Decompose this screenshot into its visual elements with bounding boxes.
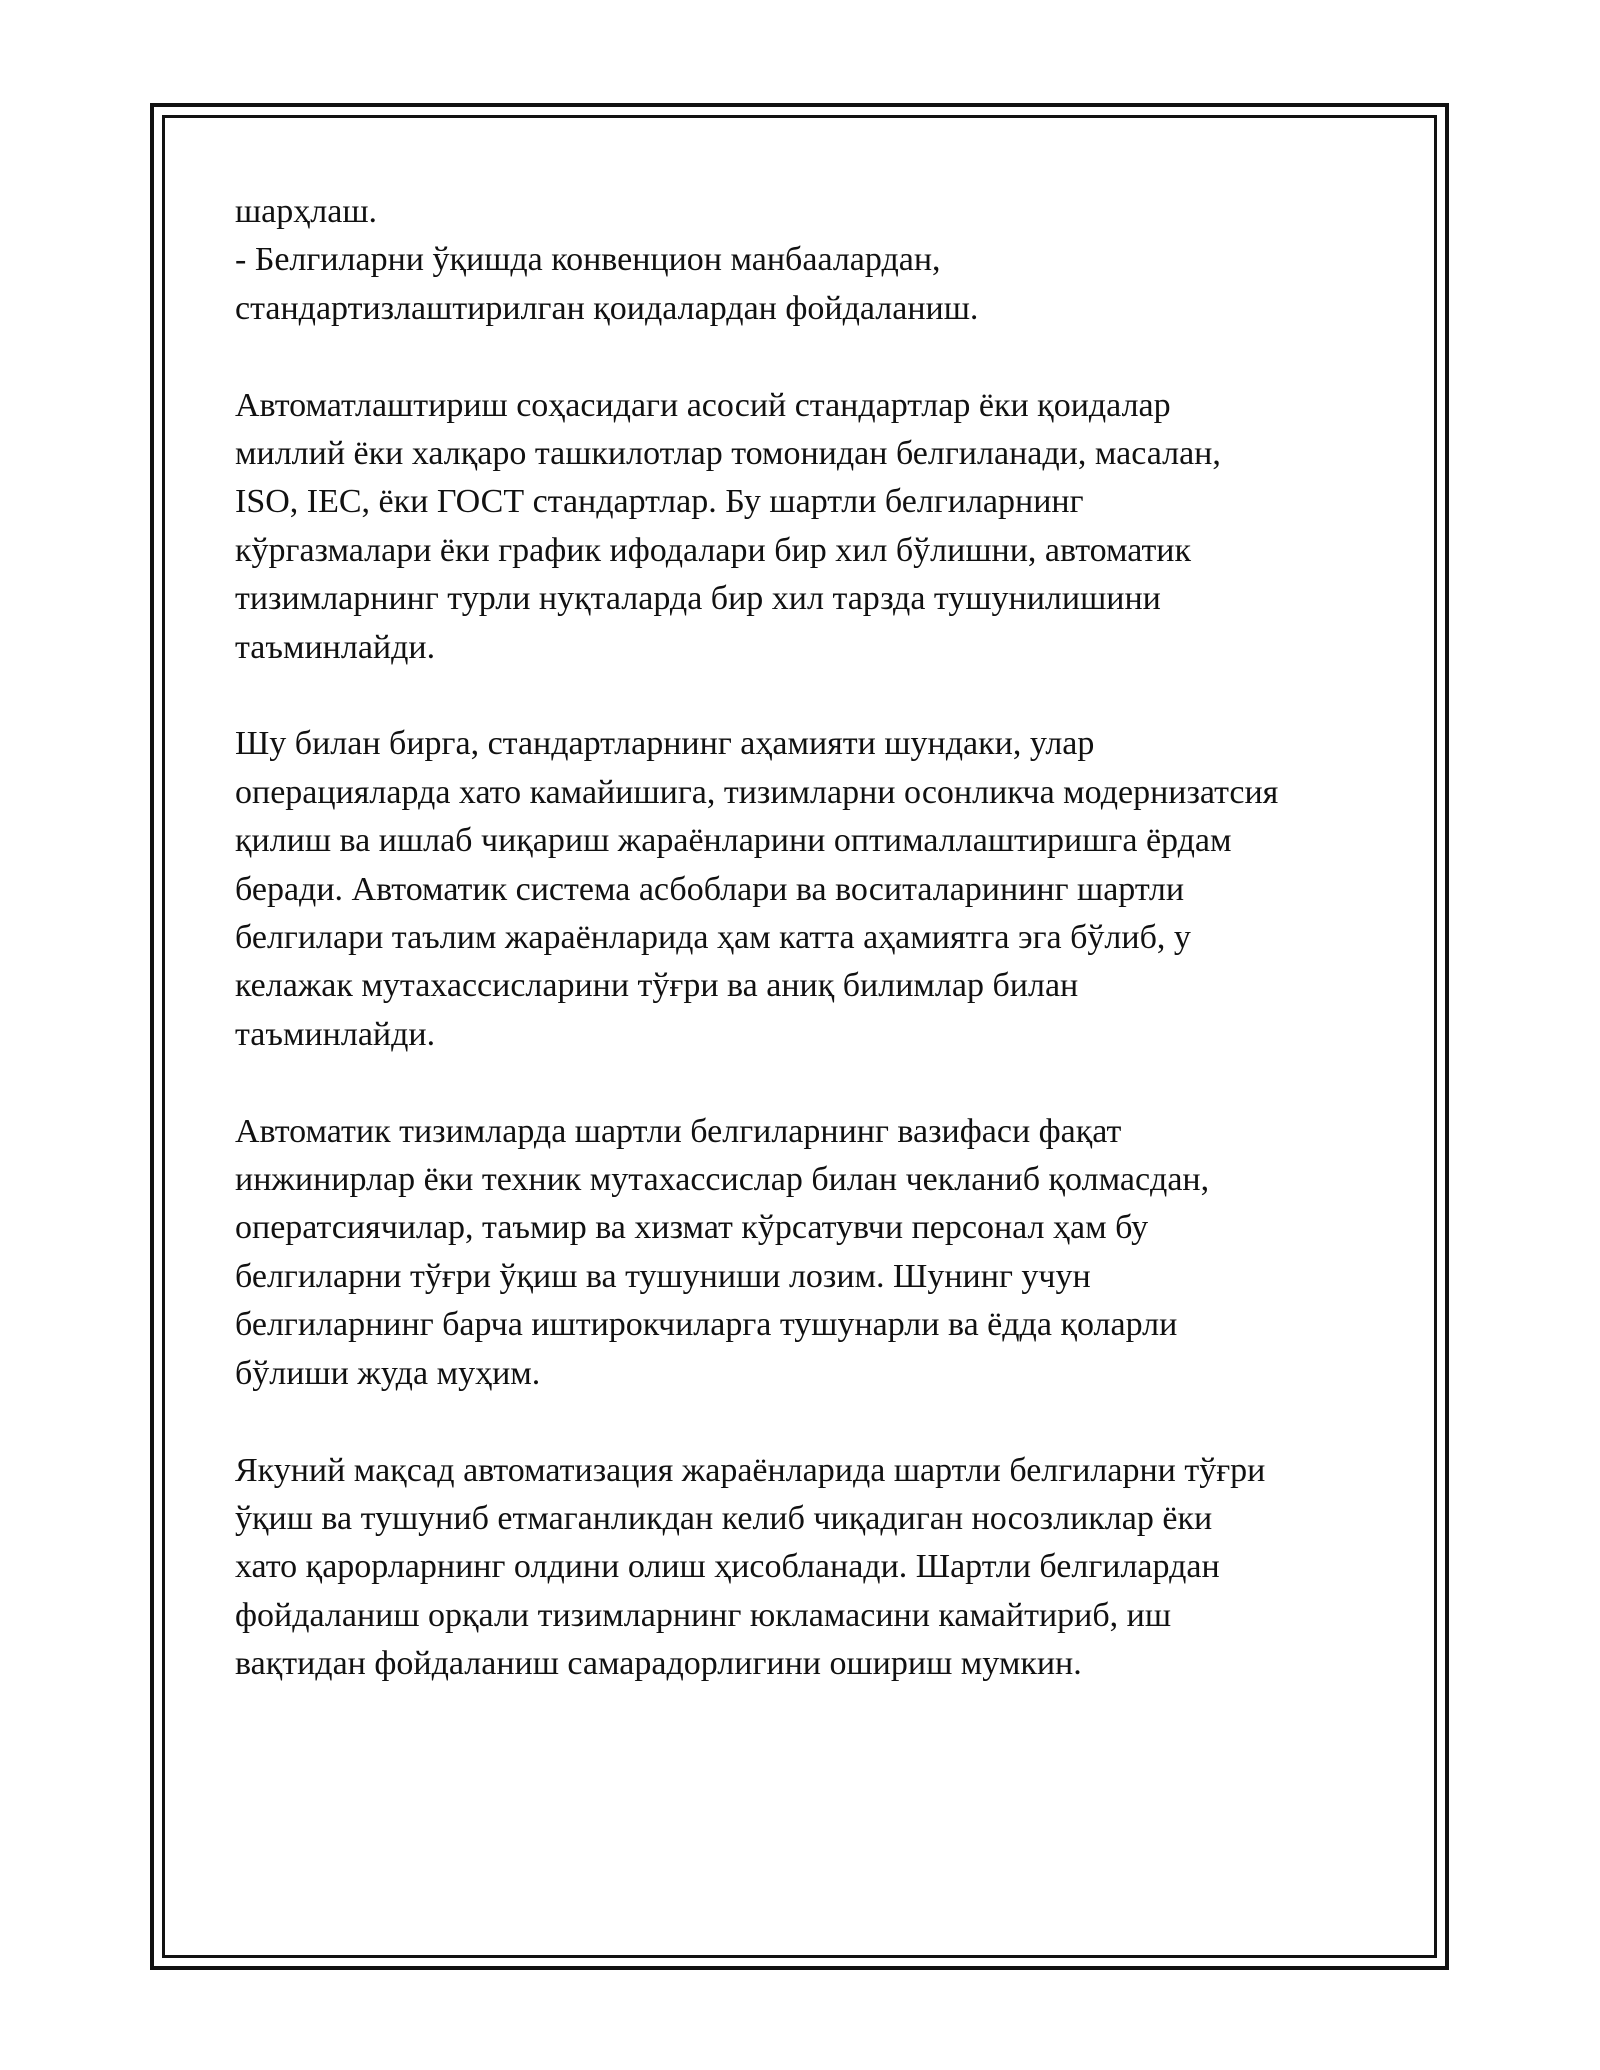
text-line: ўқиш ва тушуниб етмаганликдан келиб чиқадиган носозликлар ёки xyxy=(235,1499,1213,1537)
text-line: Автоматик тизимларда шартли белгиларнинг вазифаси фақат xyxy=(235,1112,1122,1150)
document-body xyxy=(235,188,1375,1689)
paragraph-standards xyxy=(235,382,1375,672)
paragraph-personnel xyxy=(235,1108,1375,1398)
text-line: келажак мутахассисларини тўғри ва аниқ билимлар билан xyxy=(235,967,1079,1005)
text-line: Якуний мақсад автоматизация жараёнларида шартли белгиларни тўғри xyxy=(235,1451,1266,1489)
text-line: белгиларни тўғри ўқиш ва тушуниши лозим. Шунинг учун xyxy=(235,1257,1091,1295)
paragraph-importance xyxy=(235,720,1375,1059)
text-line: вақтидан фойдаланиш самарадорлигини ошириш мумкин. xyxy=(235,1645,1082,1683)
text-line: шарҳлаш. xyxy=(235,193,378,230)
text-line: фойдаланиш орқали тизимларнинг юкламасини камайтириб, иш xyxy=(235,1596,1172,1634)
text-line: таъминлайди. xyxy=(235,628,436,666)
text-line: миллий ёки халқаро ташкилотлар томонидан белгиланади, масалан, xyxy=(235,435,1221,473)
text-line: Автоматлаштириш соҳасидаги асосий стандартлар ёки қоидалар xyxy=(235,386,1171,424)
paragraph-intro xyxy=(235,188,1375,333)
paragraph-conclusion xyxy=(235,1447,1375,1689)
text-line: инжинирлар ёки техник мутахассислар билан чекланиб қолмасдан, xyxy=(235,1161,1210,1199)
text-line: - Белгиларни ўқишда конвенцион манбаалардан, xyxy=(235,241,941,279)
text-line: ISO, IEC, ёки ГОСТ стандартлар. Бу шартли белгиларнинг xyxy=(235,483,1084,521)
text-line: таъминлайди. xyxy=(235,1015,436,1053)
text-line: қилиш ва ишлаб чиқариш жараёнларини оптималлаштиришга ёрдам xyxy=(235,822,1232,860)
text-line: бўлиши жуда муҳим. xyxy=(235,1354,541,1392)
text-line: кўргазмалари ёки график ифодалари бир хил бўлишни, автоматик xyxy=(235,531,1192,569)
text-line: тизимларнинг турли нуқталарда бир хил тарзда тушунилишини xyxy=(235,580,1161,618)
text-line: белгилари таълим жараёнларида ҳам катта аҳамиятга эга бўлиб, у xyxy=(235,919,1191,957)
text-line: беради. Автоматик система асбоблари ва воситаларининг шартли xyxy=(235,870,1185,908)
text-line: оператсиячилар, таъмир ва хизмат кўрсатувчи персонал ҳам бу xyxy=(235,1209,1149,1247)
text-line: Шу билан бирга, стандартларнинг аҳамияти шундаки, улар xyxy=(235,725,1095,763)
text-line: операцияларда хато камайишига, тизимларни осонликча модернизатсия xyxy=(235,773,1279,811)
text-line: белгиларнинг барча иштирокчиларга тушунарли ва ёдда қоларли xyxy=(235,1306,1178,1344)
text-line: хато қарорларнинг олдини олиш ҳисобланади. Шартли белгилардан xyxy=(235,1548,1220,1586)
text-line: стандартизлаштирилган қоидалардан фойдаланиш. xyxy=(235,289,979,327)
